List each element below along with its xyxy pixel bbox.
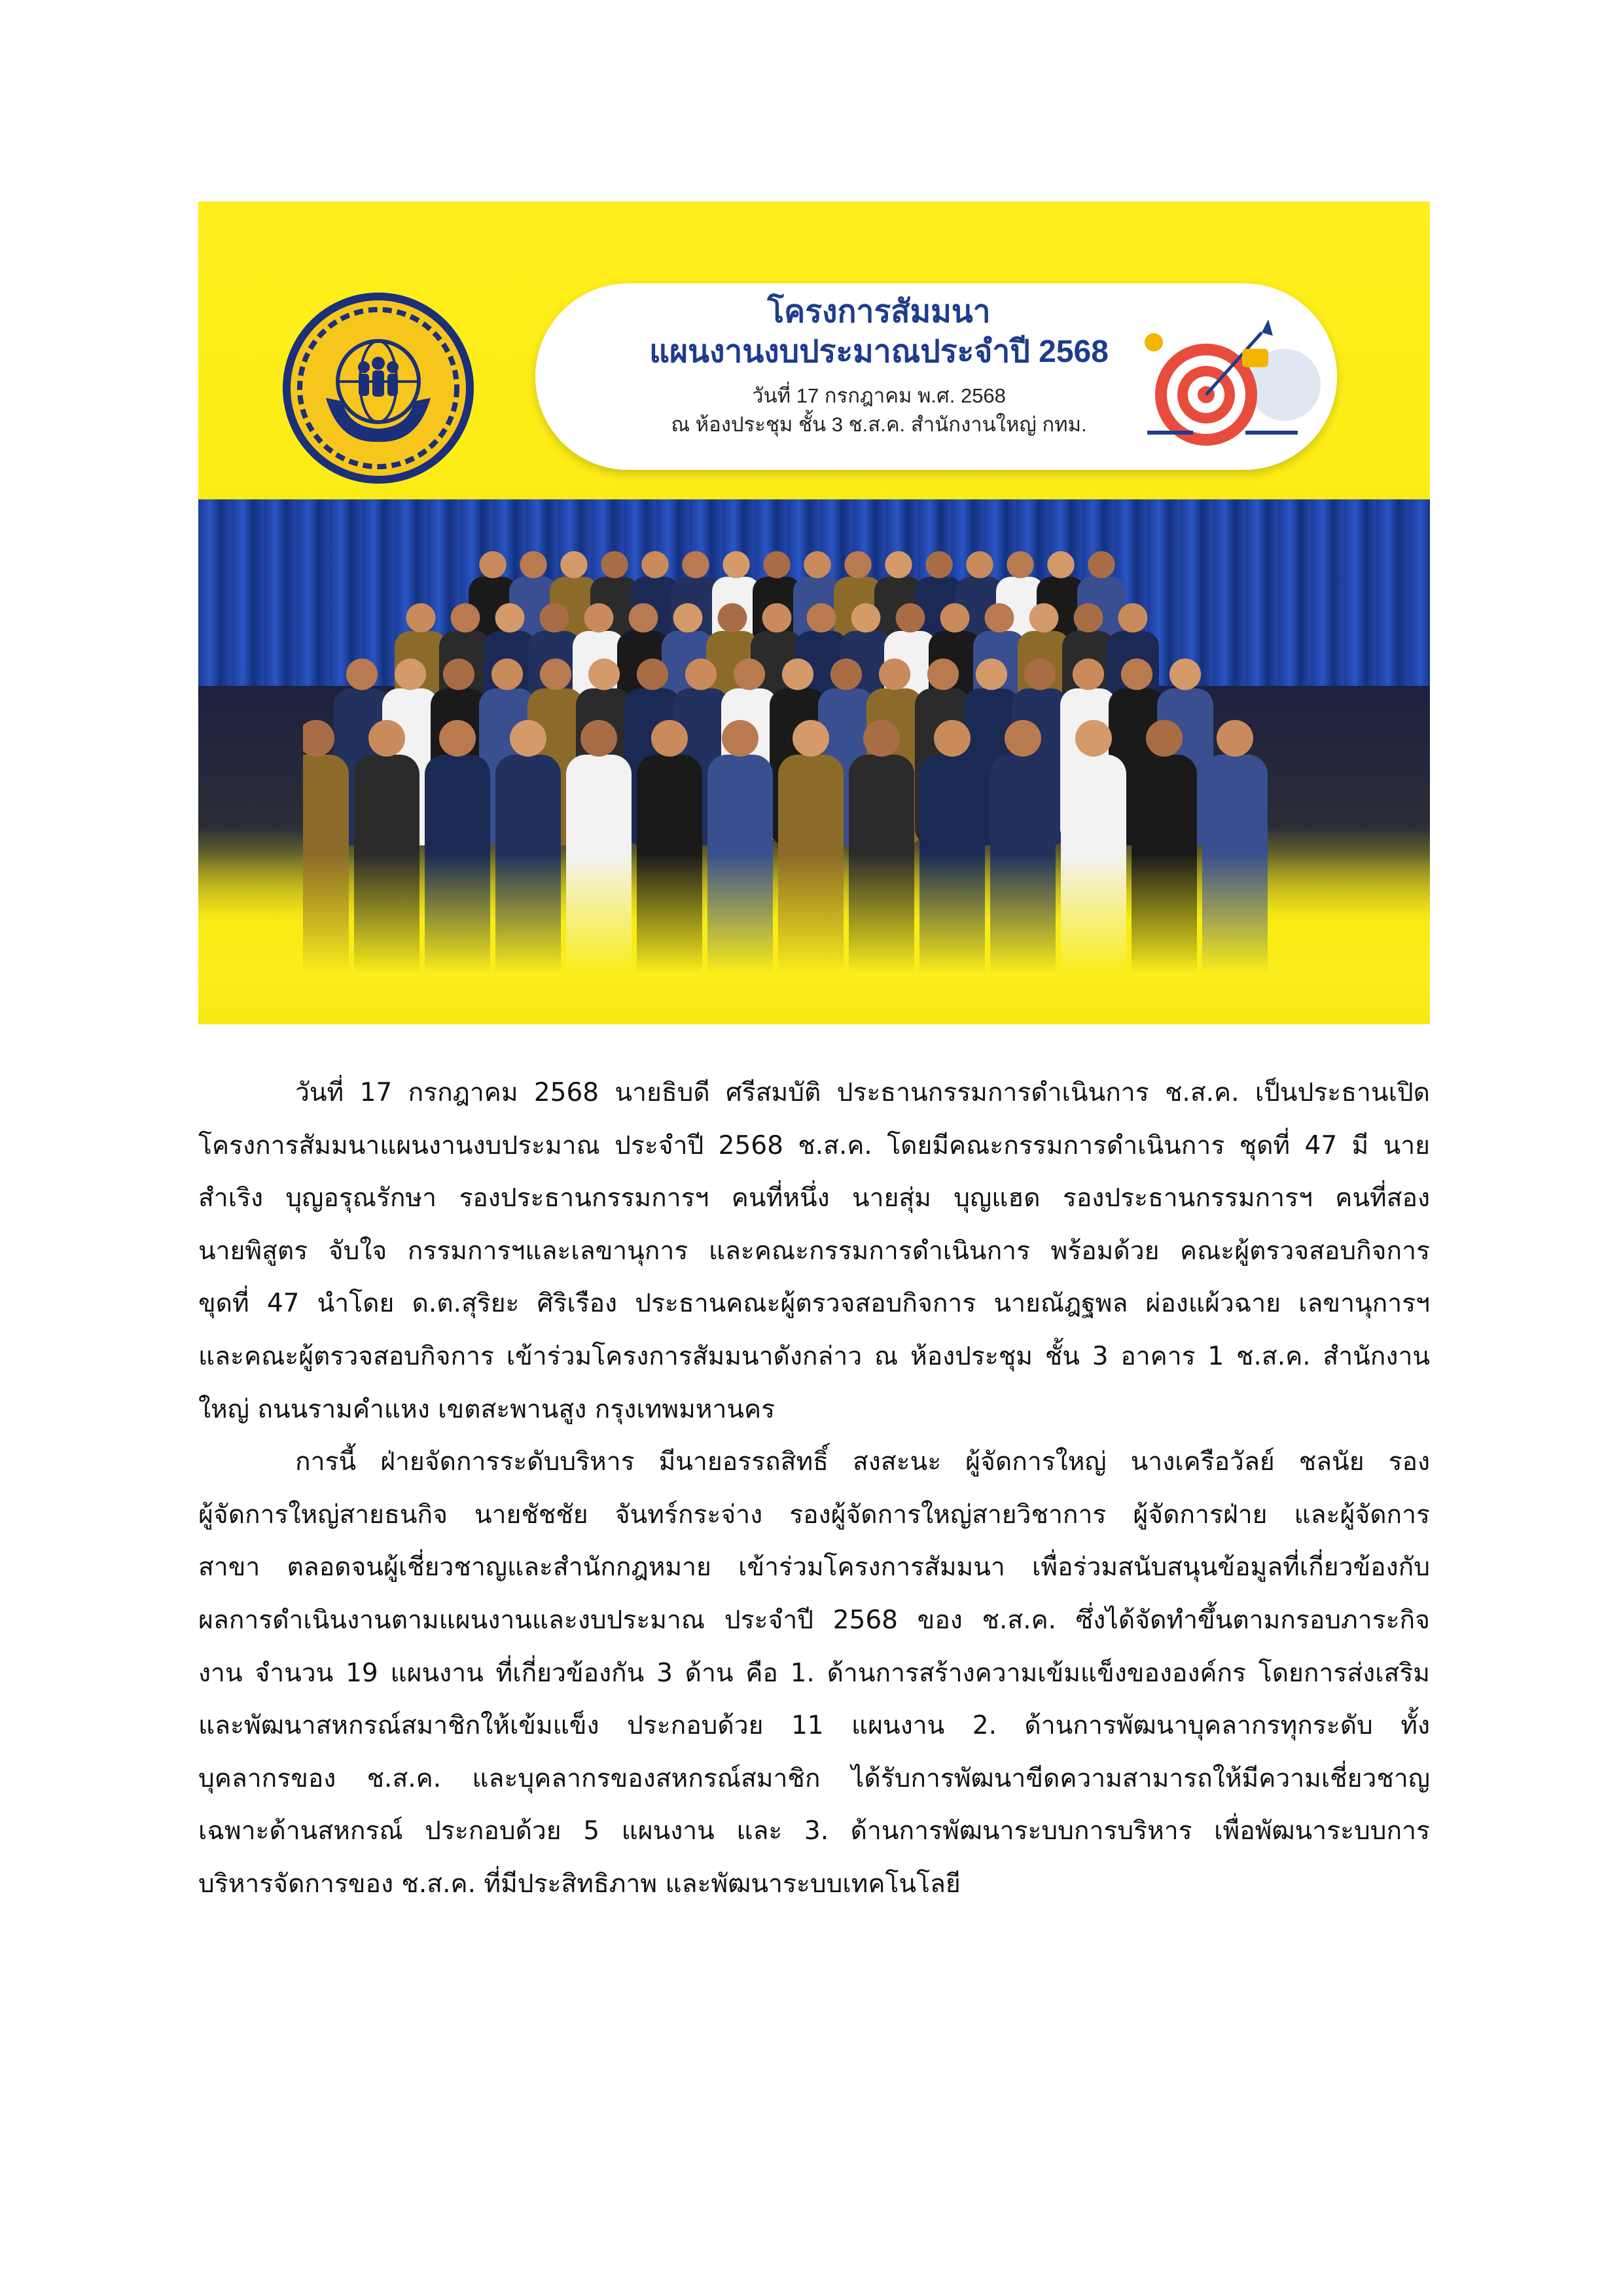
person-head: [682, 551, 709, 578]
person-head: [763, 551, 790, 578]
paragraph-line: บุคลากรของ ช.ส.ค. และบุคลากรของสหกรณ์สมาชิก ได้รับการพัฒนาขีดความสามารถให้มีความเชี่ยวชาญ: [198, 1763, 1430, 1793]
person-head: [1073, 658, 1104, 690]
person-head: [560, 551, 587, 578]
person-head: [1146, 720, 1183, 757]
paragraph-line: ผลการดำเนินงานตามแผนงานและงบประมาณ ประจำปี 2568 ของ ช.ส.ค. ซึ่งได้จัดทำขึ้นตามกรอบภาระกิจ: [198, 1605, 1430, 1635]
person-head: [734, 658, 765, 690]
paragraph-line: การนี้ ฝ่ายจัดการระดับบริหาร มีนายอรรถสิทธิ์ สงสะนะ ผู้จัดการใหญ่ นางเครือวัลย์ ชลนัย รอง: [295, 1447, 1430, 1477]
person-head: [722, 720, 758, 757]
person-head: [451, 603, 480, 633]
paragraph-2: [198, 1436, 1430, 1910]
title-panel: [535, 283, 1337, 470]
paragraph-line: วันที่ 17 กรกฎาคม 2568 นายธิบดี ศรีสมบัติ ประธานกรรมการดำเนินการ ช.ส.ค. เป็นประธานเปิด: [295, 1078, 1430, 1107]
person-head: [346, 658, 378, 690]
person-head: [479, 551, 506, 578]
person-head: [510, 720, 546, 757]
banner-title-line2: แผนงานงบประมาณประจำปี 2568: [649, 334, 1109, 369]
person-head: [830, 658, 862, 690]
person-head: [782, 658, 813, 690]
person-head: [491, 658, 523, 690]
person-head: [1047, 551, 1074, 578]
person-head: [1029, 603, 1059, 633]
person-head: [1024, 658, 1056, 690]
person-head: [793, 720, 829, 757]
person-head: [439, 720, 476, 757]
person-head: [1075, 720, 1112, 757]
paragraph-line: งาน จำนวน 19 แผนงาน ที่เกี่ยวข้องกัน 3 ด้าน คือ 1. ด้านการสร้างความเข้มแข็งขององค์กร โดยการส่งเสริม: [198, 1658, 1430, 1688]
paragraph-line: ใหญ่ ถนนรามคำแหง เขตสะพานสูง กรุงเทพมหานคร: [198, 1394, 776, 1424]
person-head: [966, 551, 993, 578]
person-head: [885, 551, 912, 578]
paragraph-line: โครงการสัมมนาแผนงานงบประมาณ ประจำปี 2568 ช.ส.ค. โดยมีคณะกรรมการดำเนินการ ชุดที่ 47 มี นาย: [198, 1130, 1430, 1160]
person-head: [540, 658, 571, 690]
person-head: [1007, 551, 1033, 578]
banner-date: วันที่ 17 กรกฎาคม พ.ศ. 2568: [752, 384, 1006, 407]
person-head: [520, 551, 546, 578]
person-head: [934, 720, 971, 757]
paragraph-line: ขุดที่ 47 นำโดย ด.ต.สุริยะ ศิริเรือง ประธานคณะผู้ตรวจสอบกิจการ นายณัฎฐพล ผ่องแผ้วฉาย เลขานุการฯ: [198, 1289, 1430, 1319]
person-head: [1217, 720, 1253, 757]
person-head: [1005, 720, 1041, 757]
paragraph-line: บริหารจัดการของ ช.ส.ค. ที่มีประสิทธิภาพ และพัฒนาระบบเทคโนโลยี: [198, 1869, 961, 1899]
person-head: [762, 603, 792, 633]
article-body: [198, 1067, 1430, 1911]
person-head: [807, 603, 836, 633]
person-head: [925, 551, 952, 578]
paragraph-line: สาขา ตลอดจนผู้เชี่ยวชาญและสำนักกฎหมาย เข้าร่วมโครงการสัมมนา เพื่อร่วมสนับสนุนข้อมูลที่เกี่ยวข้องกับ: [198, 1552, 1430, 1583]
person-head: [804, 551, 830, 578]
target-illustration: [1128, 296, 1324, 463]
person-head: [976, 658, 1007, 690]
organization-emblem: [280, 290, 476, 486]
yellow-fade: [198, 854, 1430, 1024]
person-head: [1169, 658, 1201, 690]
paragraph-1: [198, 1067, 1430, 1436]
paragraph-line: สำเริง บุญอรุณรักษา รองประธานกรรมการฯ คนที่หนึ่ง นายสุ่ม บุญแฮด รองประธานกรรมการฯ คนที่สอง: [198, 1183, 1430, 1213]
banner-title-line1: โครงการสัมมนา: [767, 295, 991, 329]
person-head: [584, 603, 614, 633]
person-head: [540, 603, 569, 633]
person-head: [651, 720, 688, 757]
person-head: [722, 551, 749, 578]
person-head: [629, 603, 658, 633]
banner-venue: ณ ห้องประชุม ชั้น 3 ช.ส.ค. สำนักงานใหญ่ กทม.: [671, 413, 1087, 436]
person-head: [303, 720, 334, 757]
paragraph-line: เฉพาะด้านสหกรณ์ ประกอบด้วย 5 แผนงาน และ 3. ด้านการพัฒนาระบบการบริหาร เพื่อพัฒนาระบบการ: [198, 1816, 1430, 1846]
person-head: [395, 658, 426, 690]
person-head: [443, 658, 474, 690]
banner-title: [630, 293, 1128, 372]
person-head: [851, 603, 881, 633]
person-head: [1118, 603, 1148, 633]
person-head: [641, 551, 668, 578]
person-head: [940, 603, 970, 633]
person-head: [863, 720, 900, 757]
person-head: [927, 658, 959, 690]
person-head: [896, 603, 925, 633]
person-head: [844, 551, 871, 578]
person-head: [685, 658, 717, 690]
person-head: [1074, 603, 1103, 633]
person-head: [588, 658, 620, 690]
banner-photo: [198, 202, 1430, 1024]
paragraph-line: ผู้จัดการใหญ่สายธนกิจ นายชัชชัย จันทร์กระจ่าง รองผู้จัดการใหญ่สายวิชาการ ผู้จัดการฝ่าย และผู้จัดการ: [198, 1499, 1430, 1530]
person-head: [637, 658, 668, 690]
person-head: [580, 720, 617, 757]
person-head: [601, 551, 628, 578]
paragraph-line: นายพิสูตร จับใจ กรรมการฯและเลขานุการ และคณะกรรมการดำเนินการ พร้อมด้วย คณะผู้ตรวจสอบกิจการ: [198, 1236, 1430, 1266]
paragraph-line: และพัฒนาสหกรณ์สมาชิกให้เข้มแข็ง ประกอบด้วย 11 แผนงาน 2. ด้านการพัฒนาบุคลากรทุกระดับ ทั้ง: [198, 1711, 1430, 1741]
person-head: [718, 603, 747, 633]
paragraph-line: และคณะผู้ตรวจสอบกิจการ เข้าร่วมโครงการสัมมนาดังกล่าว ณ ห้องประชุม ชั้น 3 อาคาร 1 ช.ส.ค. สำนักงาน: [198, 1341, 1430, 1371]
banner-subtitle: [630, 382, 1128, 439]
person-head: [495, 603, 525, 633]
person-head: [406, 603, 436, 633]
person-head: [1121, 658, 1152, 690]
person-head: [673, 603, 703, 633]
person-head: [879, 658, 910, 690]
person-head: [1088, 551, 1115, 578]
person-head: [985, 603, 1014, 633]
person-head: [368, 720, 405, 757]
